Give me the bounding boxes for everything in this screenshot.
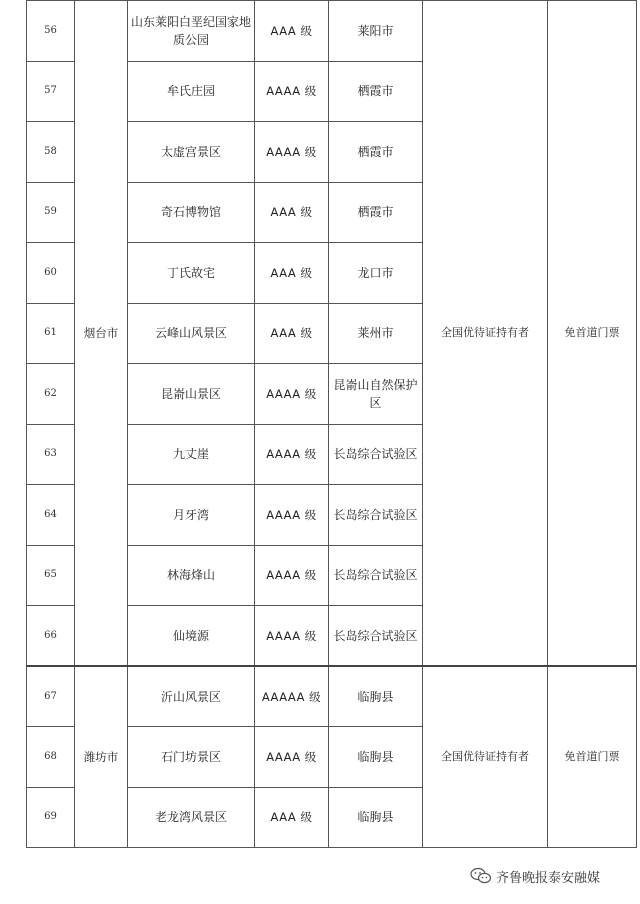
location-area: 长岛综合试验区: [329, 424, 423, 485]
location-area: 莱阳市: [329, 1, 423, 62]
city-cell: 烟台市: [75, 1, 128, 667]
location-area: 长岛综合试验区: [329, 606, 423, 667]
scenic-spot-name: 沂山风景区: [128, 666, 255, 727]
row-number: 56: [27, 1, 75, 62]
location-area: 长岛综合试验区: [329, 485, 423, 546]
row-number: 66: [27, 606, 75, 667]
rating-level: AAA 级: [255, 1, 329, 62]
city-cell: 潍坊市: [75, 666, 128, 848]
ticket-policy-cell: 免首道门票: [548, 1, 637, 667]
row-number: 57: [27, 61, 75, 122]
location-area: 临朐县: [329, 666, 423, 727]
row-number: 65: [27, 545, 75, 606]
rating-level: AAAA 级: [255, 61, 329, 122]
location-area: 临朐县: [329, 727, 423, 788]
row-number: 63: [27, 424, 75, 485]
rating-level: AAAA 级: [255, 122, 329, 183]
location-area: 临朐县: [329, 787, 423, 848]
watermark: [470, 864, 600, 888]
location-area: 栖霞市: [329, 61, 423, 122]
scenic-spot-name: 九丈崖: [128, 424, 255, 485]
row-number: 62: [27, 364, 75, 425]
location-area: 栖霞市: [329, 182, 423, 243]
scenic-spot-name: 月牙湾: [128, 485, 255, 546]
rating-level: AAAAA 级: [255, 666, 329, 727]
row-number: 69: [27, 787, 75, 848]
row-number: 61: [27, 303, 75, 364]
scenic-spot-name: 昆嵛山景区: [128, 364, 255, 425]
scenic-spot-name: 丁氏故宅: [128, 243, 255, 304]
row-number: 59: [27, 182, 75, 243]
rating-level: AAAA 级: [255, 545, 329, 606]
scenic-spot-name: 林海烽山: [128, 545, 255, 606]
scenic-spot-name: 云峰山风景区: [128, 303, 255, 364]
eligibility-cell: 全国优待证持有者: [423, 666, 548, 848]
rating-level: AAA 级: [255, 243, 329, 304]
location-area: 长岛综合试验区: [329, 545, 423, 606]
table-row: [27, 666, 637, 727]
location-area: 栖霞市: [329, 122, 423, 183]
row-number: 58: [27, 122, 75, 183]
scenic-spot-name: 仙境源: [128, 606, 255, 667]
eligibility-cell: 全国优待证持有者: [423, 1, 548, 667]
rating-level: AAA 级: [255, 303, 329, 364]
scenic-spot-name: 奇石博物馆: [128, 182, 255, 243]
table-row: [27, 1, 637, 62]
location-area: 昆嵛山自然保护区: [329, 364, 423, 425]
rating-level: AAAA 级: [255, 727, 329, 788]
rating-level: AAAA 级: [255, 424, 329, 485]
scenic-spot-name: 太虚宫景区: [128, 122, 255, 183]
location-area: 龙口市: [329, 243, 423, 304]
scenic-spot-table: [26, 0, 637, 848]
rating-level: AAA 级: [255, 182, 329, 243]
row-number: 60: [27, 243, 75, 304]
location-area: 莱州市: [329, 303, 423, 364]
wechat-icon: [470, 867, 492, 885]
row-number: 67: [27, 666, 75, 727]
rating-level: AAAA 级: [255, 606, 329, 667]
scenic-spot-name: 老龙湾风景区: [128, 787, 255, 848]
row-number: 64: [27, 485, 75, 546]
rating-level: AAA 级: [255, 787, 329, 848]
scenic-spot-name: 山东莱阳白垩纪国家地质公园: [128, 1, 255, 62]
scenic-spot-name: 牟氏庄园: [128, 61, 255, 122]
scenic-spot-name: 石门坊景区: [128, 727, 255, 788]
watermark-text: 齐鲁晚报泰安融媒: [496, 870, 601, 886]
rating-level: AAAA 级: [255, 364, 329, 425]
rating-level: AAAA 级: [255, 485, 329, 546]
row-number: 68: [27, 727, 75, 788]
ticket-policy-cell: 免首道门票: [548, 666, 637, 848]
